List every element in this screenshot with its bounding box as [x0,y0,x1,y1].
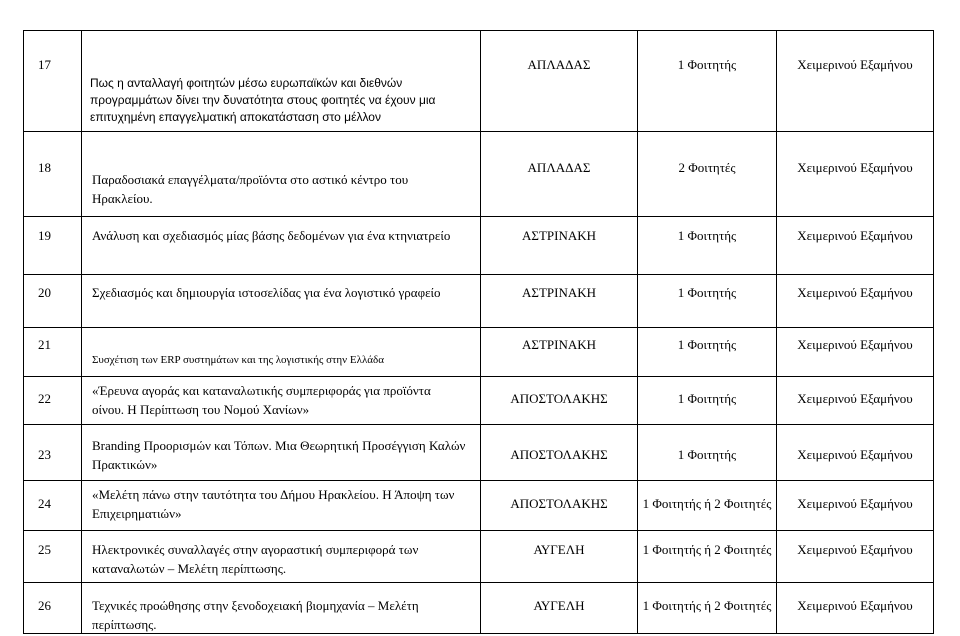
student-count: 1 Φοιτητής ή 2 Φοιτητές [642,598,772,613]
thesis-title: Branding Προορισμών και Τόπων. Μια Θεωρητική Προσέγγιση Καλών Πρακτικών» [92,438,466,472]
thesis-title: Τεχνικές προώθησης στην ξενοδοχειακή βιομηχανία – Μελέτη περίπτωσης. [92,598,419,632]
row-divider [23,216,934,217]
supervisor-name: ΑΥΓΕΛΗ [533,542,585,557]
table-border-top [23,30,934,31]
row-divider [23,424,934,425]
row-divider [23,327,934,328]
supervisor-name: ΑΥΓΕΛΗ [533,598,585,613]
semester: Χειμερινού Εξαμήνου [797,391,913,406]
row-number: 19 [38,228,51,243]
row-divider [23,530,934,531]
thesis-title: Ηλεκτρονικές συναλλαγές στην αγοραστική συμπεριφορά των καταναλωτών – Μελέτη περίπτωσης. [92,542,419,576]
semester: Χειμερινού Εξαμήνου [797,542,913,557]
supervisor-name: ΑΠΟΣΤΟΛΑΚΗΣ [510,496,608,511]
semester: Χειμερινού Εξαμήνου [797,598,913,613]
semester: Χειμερινού Εξαμήνου [797,496,913,511]
supervisor-name: ΑΣΤΡΙΝΑΚΗ [521,337,596,352]
row-number: 20 [38,285,51,300]
student-count: 1 Φοιτητής [677,57,737,72]
supervisor-name: ΑΠΛΑΔΑΣ [527,160,591,175]
student-count: 1 Φοιτητής [677,285,737,300]
thesis-title: Σχεδιασμός και δημιουργία ιστοσελίδας για ένα λογιστικό γραφείο [92,285,441,300]
row-number: 21 [38,337,51,352]
row-divider [23,376,934,377]
student-count: 1 Φοιτητής [677,391,737,406]
row-number: 26 [38,598,51,613]
supervisor-name: ΑΣΤΡΙΝΑΚΗ [521,228,596,243]
row-divider [23,274,934,275]
thesis-title: Πως η ανταλλαγή φοιτητών μέσω ευρωπαϊκών και διεθνών προγραμμάτων δίνει την δυνατότητα στους φοιτητές να έχουν μια επιτυχημένη επαγγελματική αποκατάσταση στο μέλλον [90,76,436,124]
row-divider [23,480,934,481]
row-number: 24 [38,496,51,511]
student-count: 1 Φοιτητής ή 2 Φοιτητές [642,542,772,557]
semester: Χειμερινού Εξαμήνου [797,447,913,462]
row-number: 23 [38,447,51,462]
thesis-title: Παραδοσιακά επαγγέλματα/προϊόντα στο αστικό κέντρο του Ηρακλείου. [92,172,409,206]
semester: Χειμερινού Εξαμήνου [797,57,913,72]
row-number: 18 [38,160,51,175]
row-divider [23,131,934,132]
row-number: 22 [38,391,51,406]
row-number: 17 [38,57,51,72]
supervisor-name: ΑΠΟΣΤΟΛΑΚΗΣ [510,391,608,406]
thesis-title: Συσχέτιση των ERP συστημάτων και της λογιστικής στην Ελλάδα [92,354,384,366]
semester: Χειμερινού Εξαμήνου [797,337,913,352]
thesis-title: «Έρευνα αγοράς και καταναλωτικής συμπεριφοράς για προϊόντα οίνου. Η Περίπτωση του Νομού Χανίων» [92,383,431,417]
supervisor-name: ΑΠΛΑΔΑΣ [527,57,591,72]
student-count: 1 Φοιτητής [677,337,737,352]
semester: Χειμερινού Εξαμήνου [797,160,913,175]
student-count: 1 Φοιτητής [677,447,737,462]
table-border-right [933,30,934,634]
student-count: 2 Φοιτητές [678,160,736,175]
thesis-title: «Μελέτη πάνω στην ταυτότητα του Δήμου Ηρακλείου. Η Άποψη των Επιχειρηματιών» [92,487,455,521]
row-number: 25 [38,542,51,557]
student-count: 1 Φοιτητής ή 2 Φοιτητές [642,496,772,511]
supervisor-name: ΑΠΟΣΤΟΛΑΚΗΣ [510,447,608,462]
supervisor-name: ΑΣΤΡΙΝΑΚΗ [521,285,596,300]
semester: Χειμερινού Εξαμήνου [797,228,913,243]
column-divider [81,30,82,634]
table-border-left [23,30,24,634]
row-divider [23,582,934,583]
semester: Χειμερινού Εξαμήνου [797,285,913,300]
thesis-title: Ανάλυση και σχεδιασμός μίας βάσης δεδομένων για ένα κτηνιατρείο [92,228,451,243]
student-count: 1 Φοιτητής [677,228,737,243]
